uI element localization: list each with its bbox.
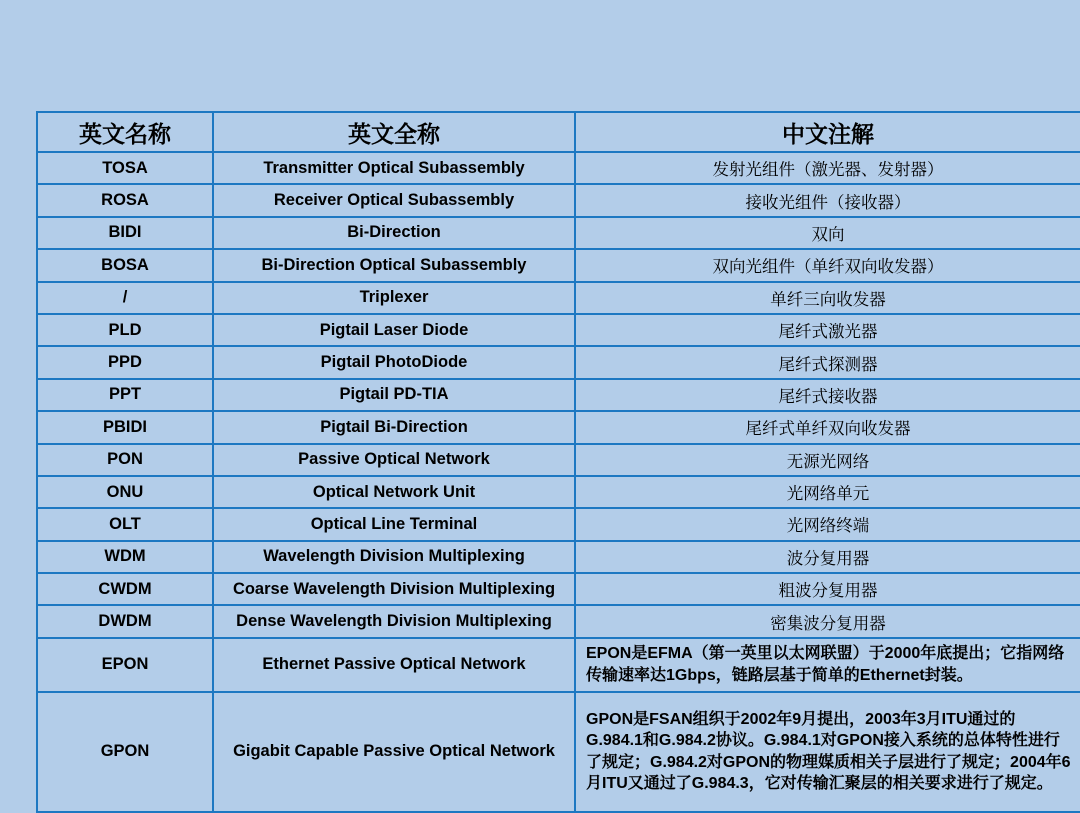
abbr-cell: CWDM: [37, 573, 213, 605]
desc-cell: 粗波分复用器: [575, 573, 1080, 605]
desc-cell: 密集波分复用器: [575, 605, 1080, 637]
full-name-cell: Bi-Direction: [213, 217, 575, 249]
header-chinese-annotation: 中文注解: [575, 112, 1080, 152]
table-row: [37, 282, 1080, 314]
abbr-cell: BOSA: [37, 249, 213, 281]
full-name-cell: Gigabit Capable Passive Optical Network: [213, 692, 575, 812]
full-name-cell: Coarse Wavelength Division Multiplexing: [213, 573, 575, 605]
full-name-cell: Optical Network Unit: [213, 476, 575, 508]
abbr-cell: ROSA: [37, 184, 213, 216]
full-name-cell: Pigtail Laser Diode: [213, 314, 575, 346]
abbr-cell: BIDI: [37, 217, 213, 249]
table-row: [37, 379, 1080, 411]
abbr-cell: PON: [37, 444, 213, 476]
table-row: [37, 476, 1080, 508]
table-row: [37, 605, 1080, 637]
full-name-cell: Transmitter Optical Subassembly: [213, 152, 575, 184]
full-name-cell: Pigtail PhotoDiode: [213, 346, 575, 378]
desc-cell: 尾纤式单纤双向收发器: [575, 411, 1080, 443]
abbr-cell: PPD: [37, 346, 213, 378]
table-row: [37, 573, 1080, 605]
abbr-cell: PPT: [37, 379, 213, 411]
table-row: [37, 541, 1080, 573]
desc-cell: 波分复用器: [575, 541, 1080, 573]
desc-cell: 无源光网络: [575, 444, 1080, 476]
abbr-cell: PLD: [37, 314, 213, 346]
full-name-cell: Optical Line Terminal: [213, 508, 575, 540]
desc-cell: EPON是EFMA（第一英里以太网联盟）于2000年底提出；它指网络传输速率达1Gbps，链路层基于简单的Ethernet封装。: [575, 638, 1080, 692]
abbr-cell: PBIDI: [37, 411, 213, 443]
table-row: [37, 249, 1080, 281]
abbr-cell: GPON: [37, 692, 213, 812]
table-row: [37, 152, 1080, 184]
desc-cell: 发射光组件（激光器、发射器）: [575, 152, 1080, 184]
table-row: [37, 444, 1080, 476]
full-name-cell: Passive Optical Network: [213, 444, 575, 476]
desc-cell: 单纤三向收发器: [575, 282, 1080, 314]
table-row: [37, 314, 1080, 346]
abbr-cell: /: [37, 282, 213, 314]
desc-cell: 双向: [575, 217, 1080, 249]
abbr-cell: DWDM: [37, 605, 213, 637]
abbr-cell: OLT: [37, 508, 213, 540]
abbr-cell: EPON: [37, 638, 213, 692]
abbr-cell: TOSA: [37, 152, 213, 184]
full-name-cell: Bi-Direction Optical Subassembly: [213, 249, 575, 281]
table-header-row: [37, 112, 1080, 152]
abbr-cell: WDM: [37, 541, 213, 573]
full-name-cell: Pigtail PD-TIA: [213, 379, 575, 411]
table-row: [37, 411, 1080, 443]
abbr-cell: ONU: [37, 476, 213, 508]
full-name-cell: Triplexer: [213, 282, 575, 314]
desc-cell: 尾纤式接收器: [575, 379, 1080, 411]
table-row: [37, 184, 1080, 216]
desc-cell: GPON是FSAN组织于2002年9月提出，2003年3月ITU通过的G.984.1和G.984.2协议。G.984.1对GPON接入系统的总体特性进行了规定；G.984.2对GPON的物理媒质相关子层进行了规定；2004年6月ITU又通过了G.984.3，它对传输汇聚层的相关要求进行了规定。: [575, 692, 1080, 812]
table-row: [37, 638, 1080, 692]
full-name-cell: Pigtail Bi-Direction: [213, 411, 575, 443]
header-english-name: 英文名称: [37, 112, 213, 152]
desc-cell: 光网络单元: [575, 476, 1080, 508]
table-row: [37, 346, 1080, 378]
desc-cell: 尾纤式激光器: [575, 314, 1080, 346]
desc-cell: 尾纤式探测器: [575, 346, 1080, 378]
table-row: [37, 217, 1080, 249]
glossary-table: [36, 111, 1080, 813]
desc-cell: 光网络终端: [575, 508, 1080, 540]
table-row: [37, 508, 1080, 540]
full-name-cell: Wavelength Division Multiplexing: [213, 541, 575, 573]
full-name-cell: Ethernet Passive Optical Network: [213, 638, 575, 692]
desc-cell: 双向光组件（单纤双向收发器）: [575, 249, 1080, 281]
full-name-cell: Dense Wavelength Division Multiplexing: [213, 605, 575, 637]
header-english-full-name: 英文全称: [213, 112, 575, 152]
full-name-cell: Receiver Optical Subassembly: [213, 184, 575, 216]
table-row: [37, 692, 1080, 812]
desc-cell: 接收光组件（接收器）: [575, 184, 1080, 216]
